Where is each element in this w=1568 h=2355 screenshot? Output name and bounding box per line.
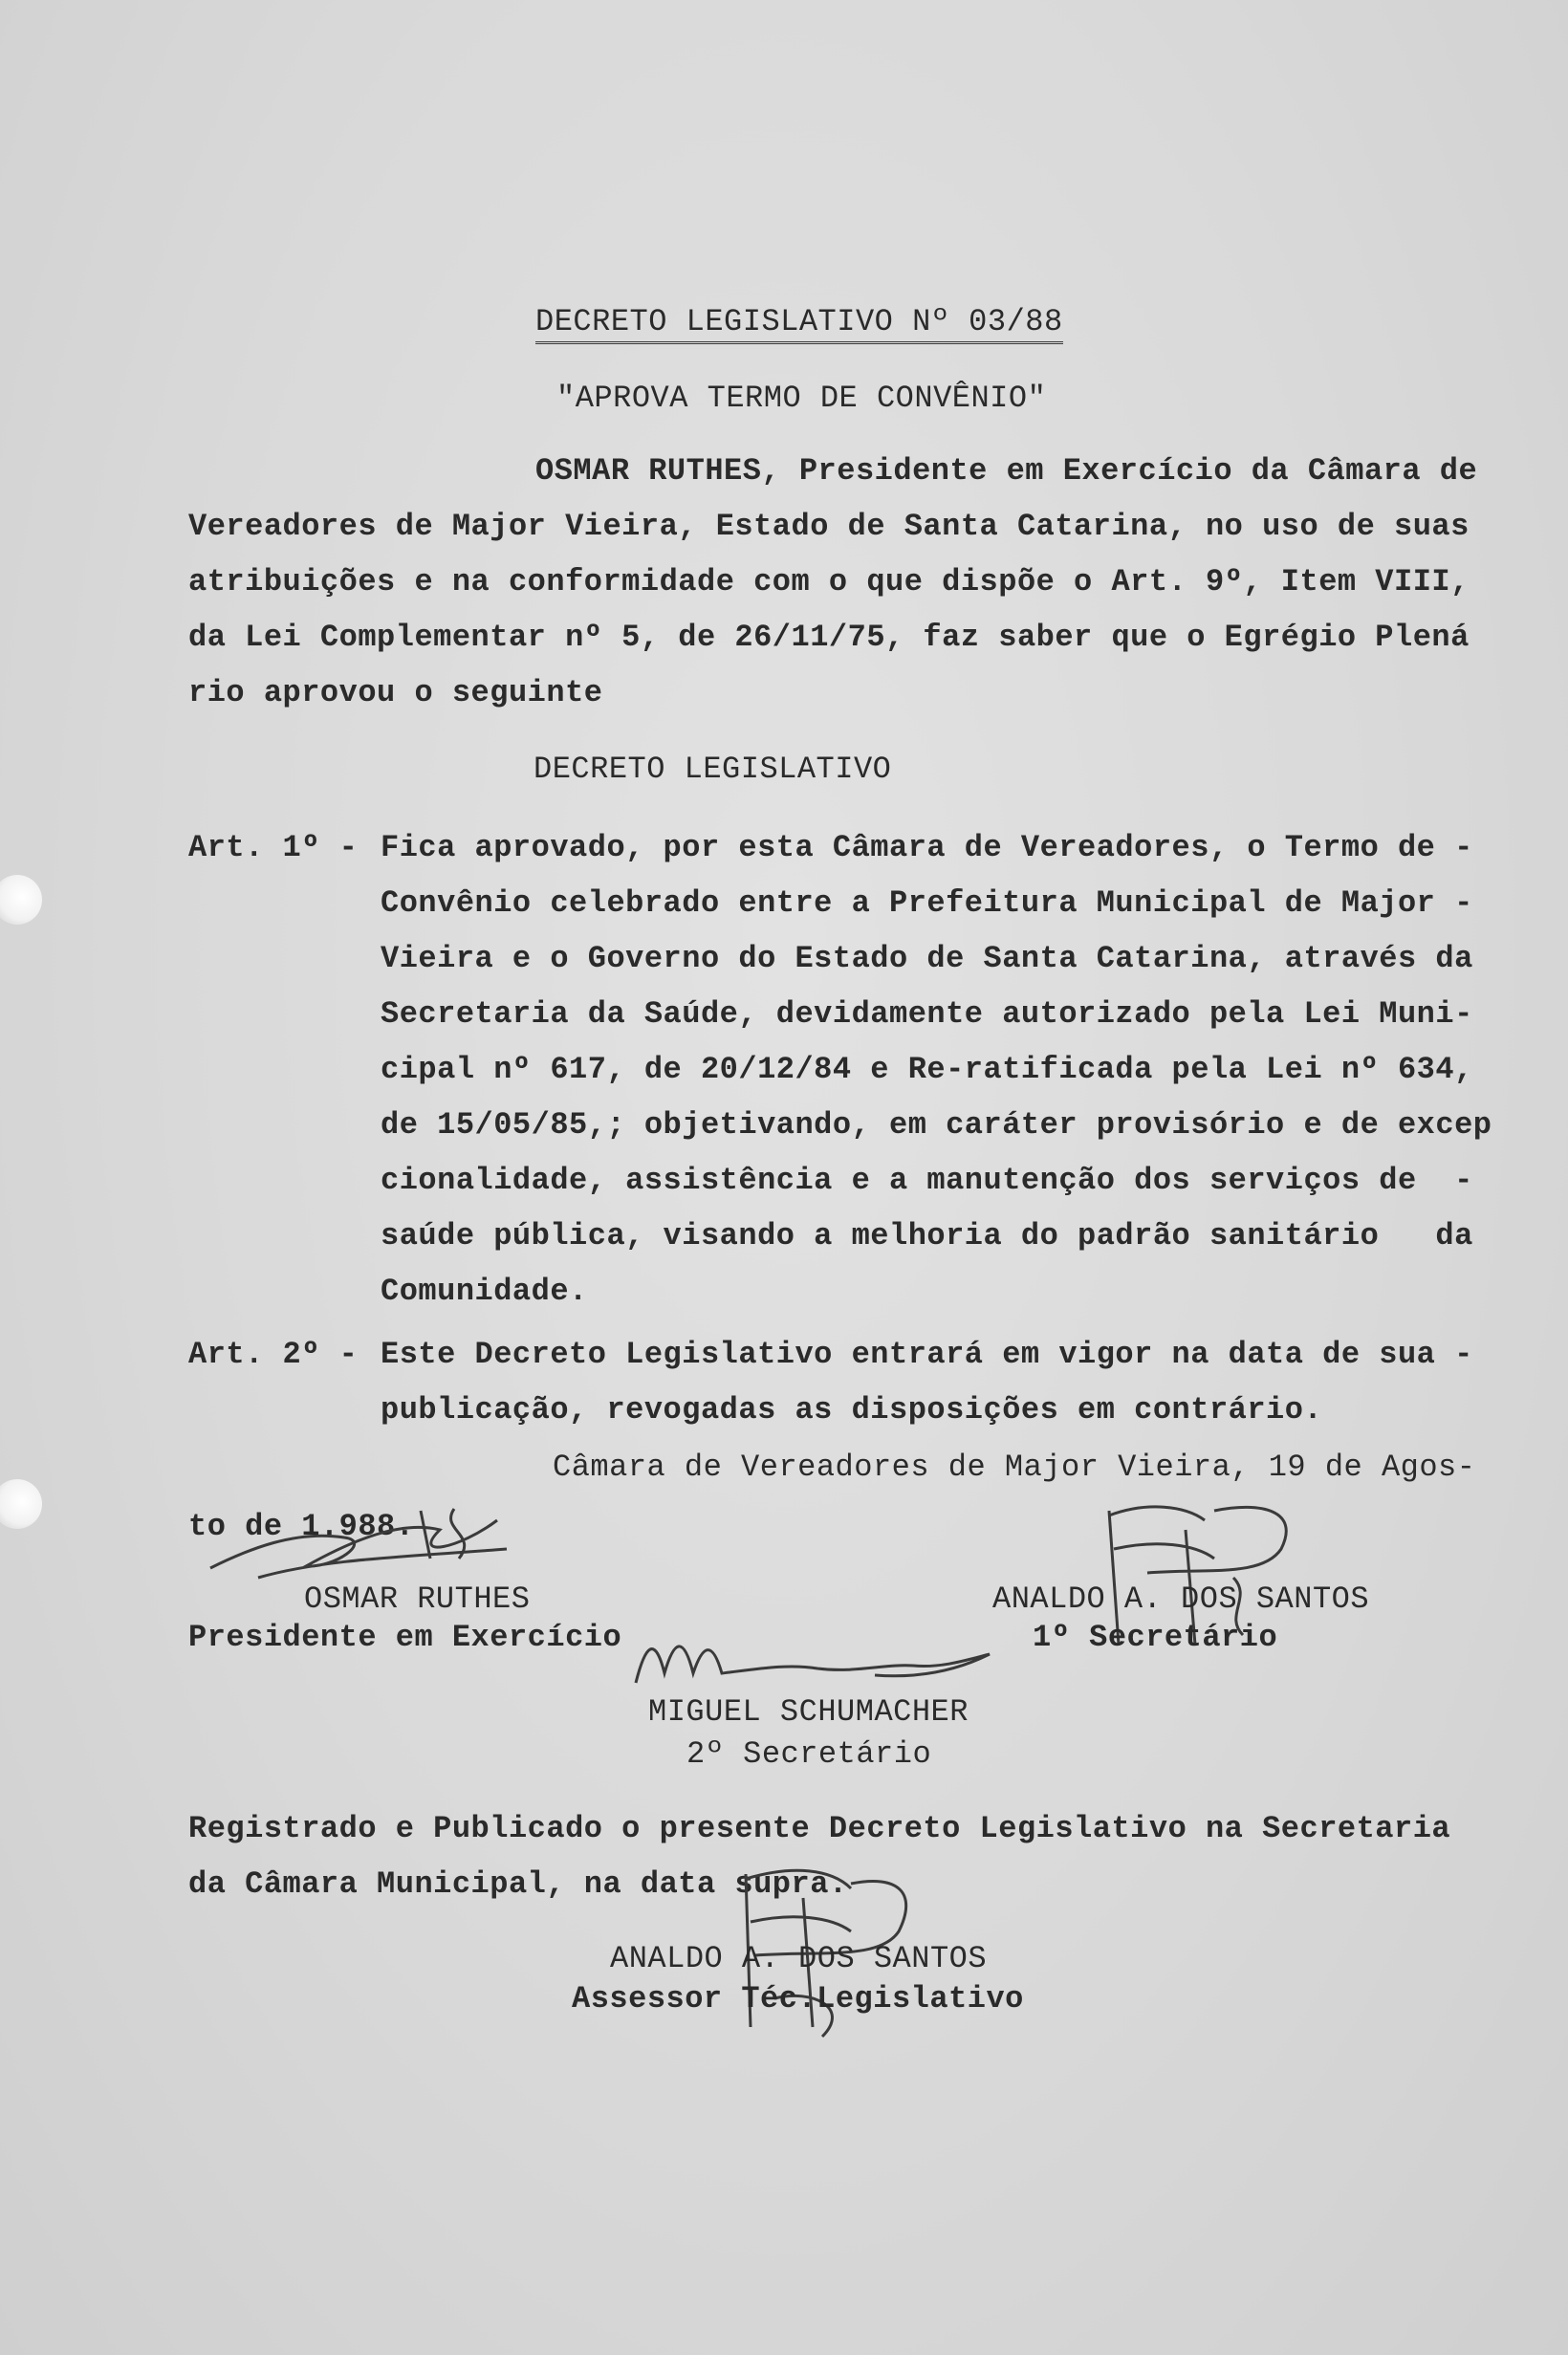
registration-name: ANALDO A. DOS SANTOS [610, 1941, 988, 1976]
article-line: cipal nº 617, de 20/12/84 e Re-ratificada pela Lei nº 634, [381, 1052, 1473, 1087]
article-line: Comunidade. [381, 1274, 588, 1309]
article-label: Art. 2º - [188, 1337, 359, 1372]
signature-miguel-schumacher [626, 1625, 1009, 1702]
article-line: cionalidade, assistência e a manutenção dos serviços de - [381, 1163, 1473, 1198]
section-heading: DECRETO LEGISLATIVO [534, 752, 892, 787]
article-label: Art. 1º - [188, 830, 359, 865]
first-secretary-name: ANALDO A. DOS SANTOS [992, 1581, 1370, 1617]
preamble-line: OSMAR RUTHES, Presidente em Exercício da Câmara de [535, 453, 1478, 489]
registration-line: Registrado e Publicado o presente Decreto Legislativo na Secretaria [188, 1811, 1451, 1846]
second-secretary-role: 2º Secretário [686, 1736, 932, 1772]
article-line: saúde pública, visando a melhoria do padrão sanitário da [381, 1218, 1473, 1254]
article-line: de 15/05/85,; objetivando, em caráter provisório e de excep [381, 1107, 1492, 1143]
article-line: publicação, revogadas as disposições em contrário. [381, 1392, 1323, 1428]
second-secretary-name: MIGUEL SCHUMACHER [648, 1694, 969, 1730]
registration-role: Assessor Téc.Legislativo [572, 1981, 1024, 2017]
president-role: Presidente em Exercício [188, 1620, 622, 1655]
preamble-line: atribuições e na conformidade com o que dispõe o Art. 9º, Item VIII, [188, 564, 1470, 600]
decree-title: DECRETO LEGISLATIVO Nº 03/88 [535, 304, 1063, 344]
first-secretary-role: 1º Secretário [1033, 1620, 1278, 1655]
closing-year: to de 1.988. [188, 1509, 415, 1544]
article-line: Vieira e o Governo do Estado de Santa Catarina, através da [381, 941, 1473, 976]
article-line: Este Decreto Legislativo entrará em vigor na data de sua - [381, 1337, 1473, 1372]
punch-hole-top [0, 875, 42, 925]
article-line: Convênio celebrado entre a Prefeitura Municipal de Major - [381, 885, 1473, 921]
preamble-line: rio aprovou o seguinte [188, 675, 603, 710]
preamble-line: da Lei Complementar nº 5, de 26/11/75, faz saber que o Egrégio Plená [188, 620, 1470, 655]
president-name: OSMAR RUTHES [304, 1581, 531, 1617]
article-line: Fica aprovado, por esta Câmara de Vereadores, o Termo de - [381, 830, 1473, 865]
registration-line: da Câmara Municipal, na data supra. [188, 1866, 848, 1902]
closing-place-date: Câmara de Vereadores de Major Vieira, 19 de Agos- [553, 1450, 1476, 1485]
article-line: Secretaria da Saúde, devidamente autorizado pela Lei Muni- [381, 996, 1473, 1032]
punch-hole-bottom [0, 1479, 42, 1529]
preamble-line: Vereadores de Major Vieira, Estado de Santa Catarina, no uso de suas [188, 509, 1470, 544]
decree-subtitle: "APROVA TERMO DE CONVÊNIO" [556, 381, 1047, 416]
